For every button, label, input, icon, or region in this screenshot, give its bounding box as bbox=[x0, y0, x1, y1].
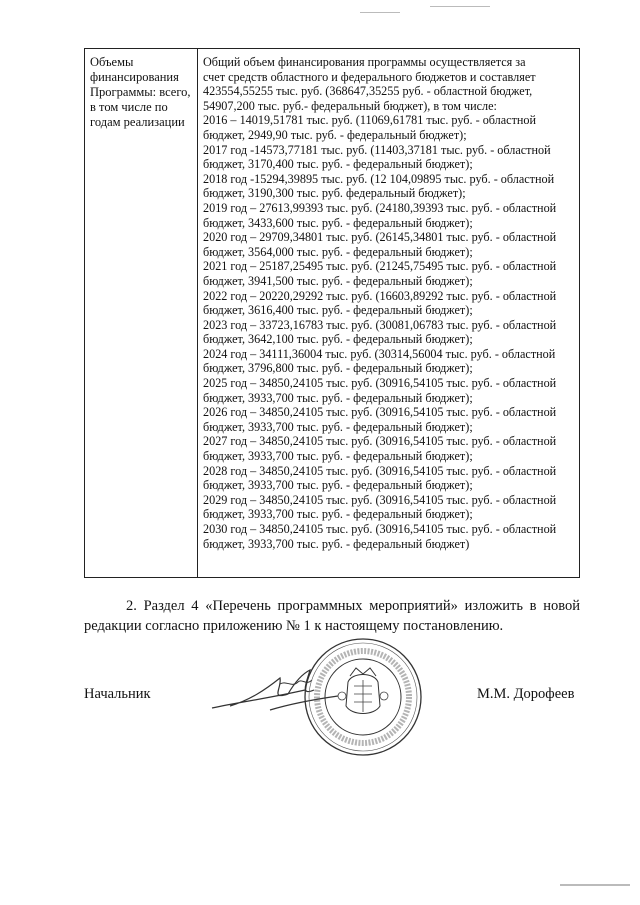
table-content-cell bbox=[198, 49, 579, 577]
content-line: 2030 год – 34850,24105 тыс. руб. (30916,54105 тыс. руб. - областной bbox=[203, 522, 557, 536]
content-line: 2020 год – 29709,34801 тыс. руб. (26145,34801 тыс. руб. - областной bbox=[203, 230, 557, 245]
signatory-position: Начальник bbox=[84, 686, 151, 702]
content-line: 2022 год – 20220,29292 тыс. руб. (16603,89292 тыс. руб. - областной bbox=[203, 288, 557, 303]
content-line: бюджет, 3933,700 тыс. руб. - федеральный бюджет) bbox=[203, 536, 470, 551]
content-line: 54907,200 тыс. руб.- федеральный бюджет), в том числе: bbox=[203, 98, 497, 113]
content-line: бюджет, 3933,700 тыс. руб. - федеральный бюджет); bbox=[203, 449, 473, 464]
paragraph-text: 2. Раздел 4 «Перечень программных мероприятий» изложить в новой редакции согласно приложению № 1 к настоящему постановлению. bbox=[84, 598, 580, 634]
signatory-name: М.М. Дорофеев bbox=[477, 686, 575, 702]
content-line: 2019 год – 27613,99393 тыс. руб. (24180,39393 тыс. руб. - областной bbox=[203, 200, 557, 215]
scan-speck bbox=[360, 12, 400, 13]
label-line: Объемы bbox=[90, 55, 134, 69]
content-line: бюджет, 3933,700 тыс. руб. - федеральный бюджет); bbox=[203, 419, 473, 434]
content-line: 2018 год -15294,39895 тыс. руб. (12 104,09895 тыс. руб. - областной bbox=[203, 171, 555, 186]
label-line: годам реализации bbox=[90, 115, 185, 129]
label-line: Программы: всего, bbox=[90, 85, 191, 99]
content-line: 423554,55255 тыс. руб. (368647,35255 руб. - областной бюджет, bbox=[203, 84, 533, 99]
financing-table bbox=[84, 48, 580, 578]
content-line: бюджет, 3933,700 тыс. руб. - федеральный бюджет); bbox=[203, 478, 473, 493]
scan-speck bbox=[560, 884, 630, 886]
content-line: бюджет, 3616,400 тыс. руб. - федеральный бюджет); bbox=[203, 303, 473, 318]
label-line: финансирования bbox=[90, 70, 179, 84]
content-line: 2024 год – 34111,36004 тыс. руб. (30314,56004 тыс. руб. - областной bbox=[203, 346, 556, 361]
content-line: 2016 – 14019,51781 тыс. руб. (11069,61781 тыс. руб. - областной bbox=[203, 113, 537, 128]
content-line: Общий объем финансирования программы осуществляется за bbox=[203, 55, 526, 69]
content-line: 2027 год – 34850,24105 тыс. руб. (30916,54105 тыс. руб. - областной bbox=[203, 434, 557, 449]
label-line: в том числе по bbox=[90, 100, 168, 114]
content-line: 2023 год – 33723,16783 тыс. руб. (30081,06783 тыс. руб. - областной bbox=[203, 317, 557, 332]
content-line: бюджет, 3170,400 тыс. руб. - федеральный бюджет); bbox=[203, 157, 473, 172]
content-line: счет средств областного и федерального бюджетов и составляет bbox=[203, 69, 536, 84]
content-line: бюджет, 3941,500 тыс. руб. - федеральный бюджет); bbox=[203, 273, 473, 288]
content-line: бюджет, 3933,700 тыс. руб. - федеральный бюджет); bbox=[203, 507, 473, 522]
content-line: 2026 год – 34850,24105 тыс. руб. (30916,54105 тыс. руб. - областной bbox=[203, 405, 557, 420]
content-line: бюджет, 3796,800 тыс. руб. - федеральный бюджет); bbox=[203, 361, 473, 376]
section-paragraph bbox=[84, 596, 580, 636]
content-line: бюджет, 3564,000 тыс. руб. - федеральный бюджет); bbox=[203, 244, 473, 259]
table-label-cell bbox=[85, 49, 198, 577]
content-line: 2025 год – 34850,24105 тыс. руб. (30916,54105 тыс. руб. - областной bbox=[203, 376, 557, 391]
content-line: бюджет, 3933,700 тыс. руб. - федеральный бюджет); bbox=[203, 390, 473, 405]
content-line: 2028 год – 34850,24105 тыс. руб. (30916,54105 тыс. руб. - областной bbox=[203, 463, 557, 478]
scan-speck bbox=[430, 6, 490, 7]
content-line: 2021 год – 25187,25495 тыс. руб. (21245,75495 тыс. руб. - областной bbox=[203, 259, 557, 274]
content-line: бюджет, 3433,600 тыс. руб. - федеральный бюджет); bbox=[203, 215, 473, 230]
content-line: бюджет, 3190,300 тыс. руб. федеральный бюджет); bbox=[203, 186, 466, 201]
content-line: бюджет, 3642,100 тыс. руб. - федеральный бюджет); bbox=[203, 332, 473, 347]
content-line: 2017 год -14573,77181 тыс. руб. (11403,37181 тыс. руб. - областной bbox=[203, 142, 551, 157]
content-line: 2029 год – 34850,24105 тыс. руб. (30916,54105 тыс. руб. - областной bbox=[203, 492, 557, 507]
official-seal bbox=[302, 636, 424, 758]
content-line: бюджет, 2949,90 тыс. руб. - федеральный бюджет); bbox=[203, 127, 467, 142]
